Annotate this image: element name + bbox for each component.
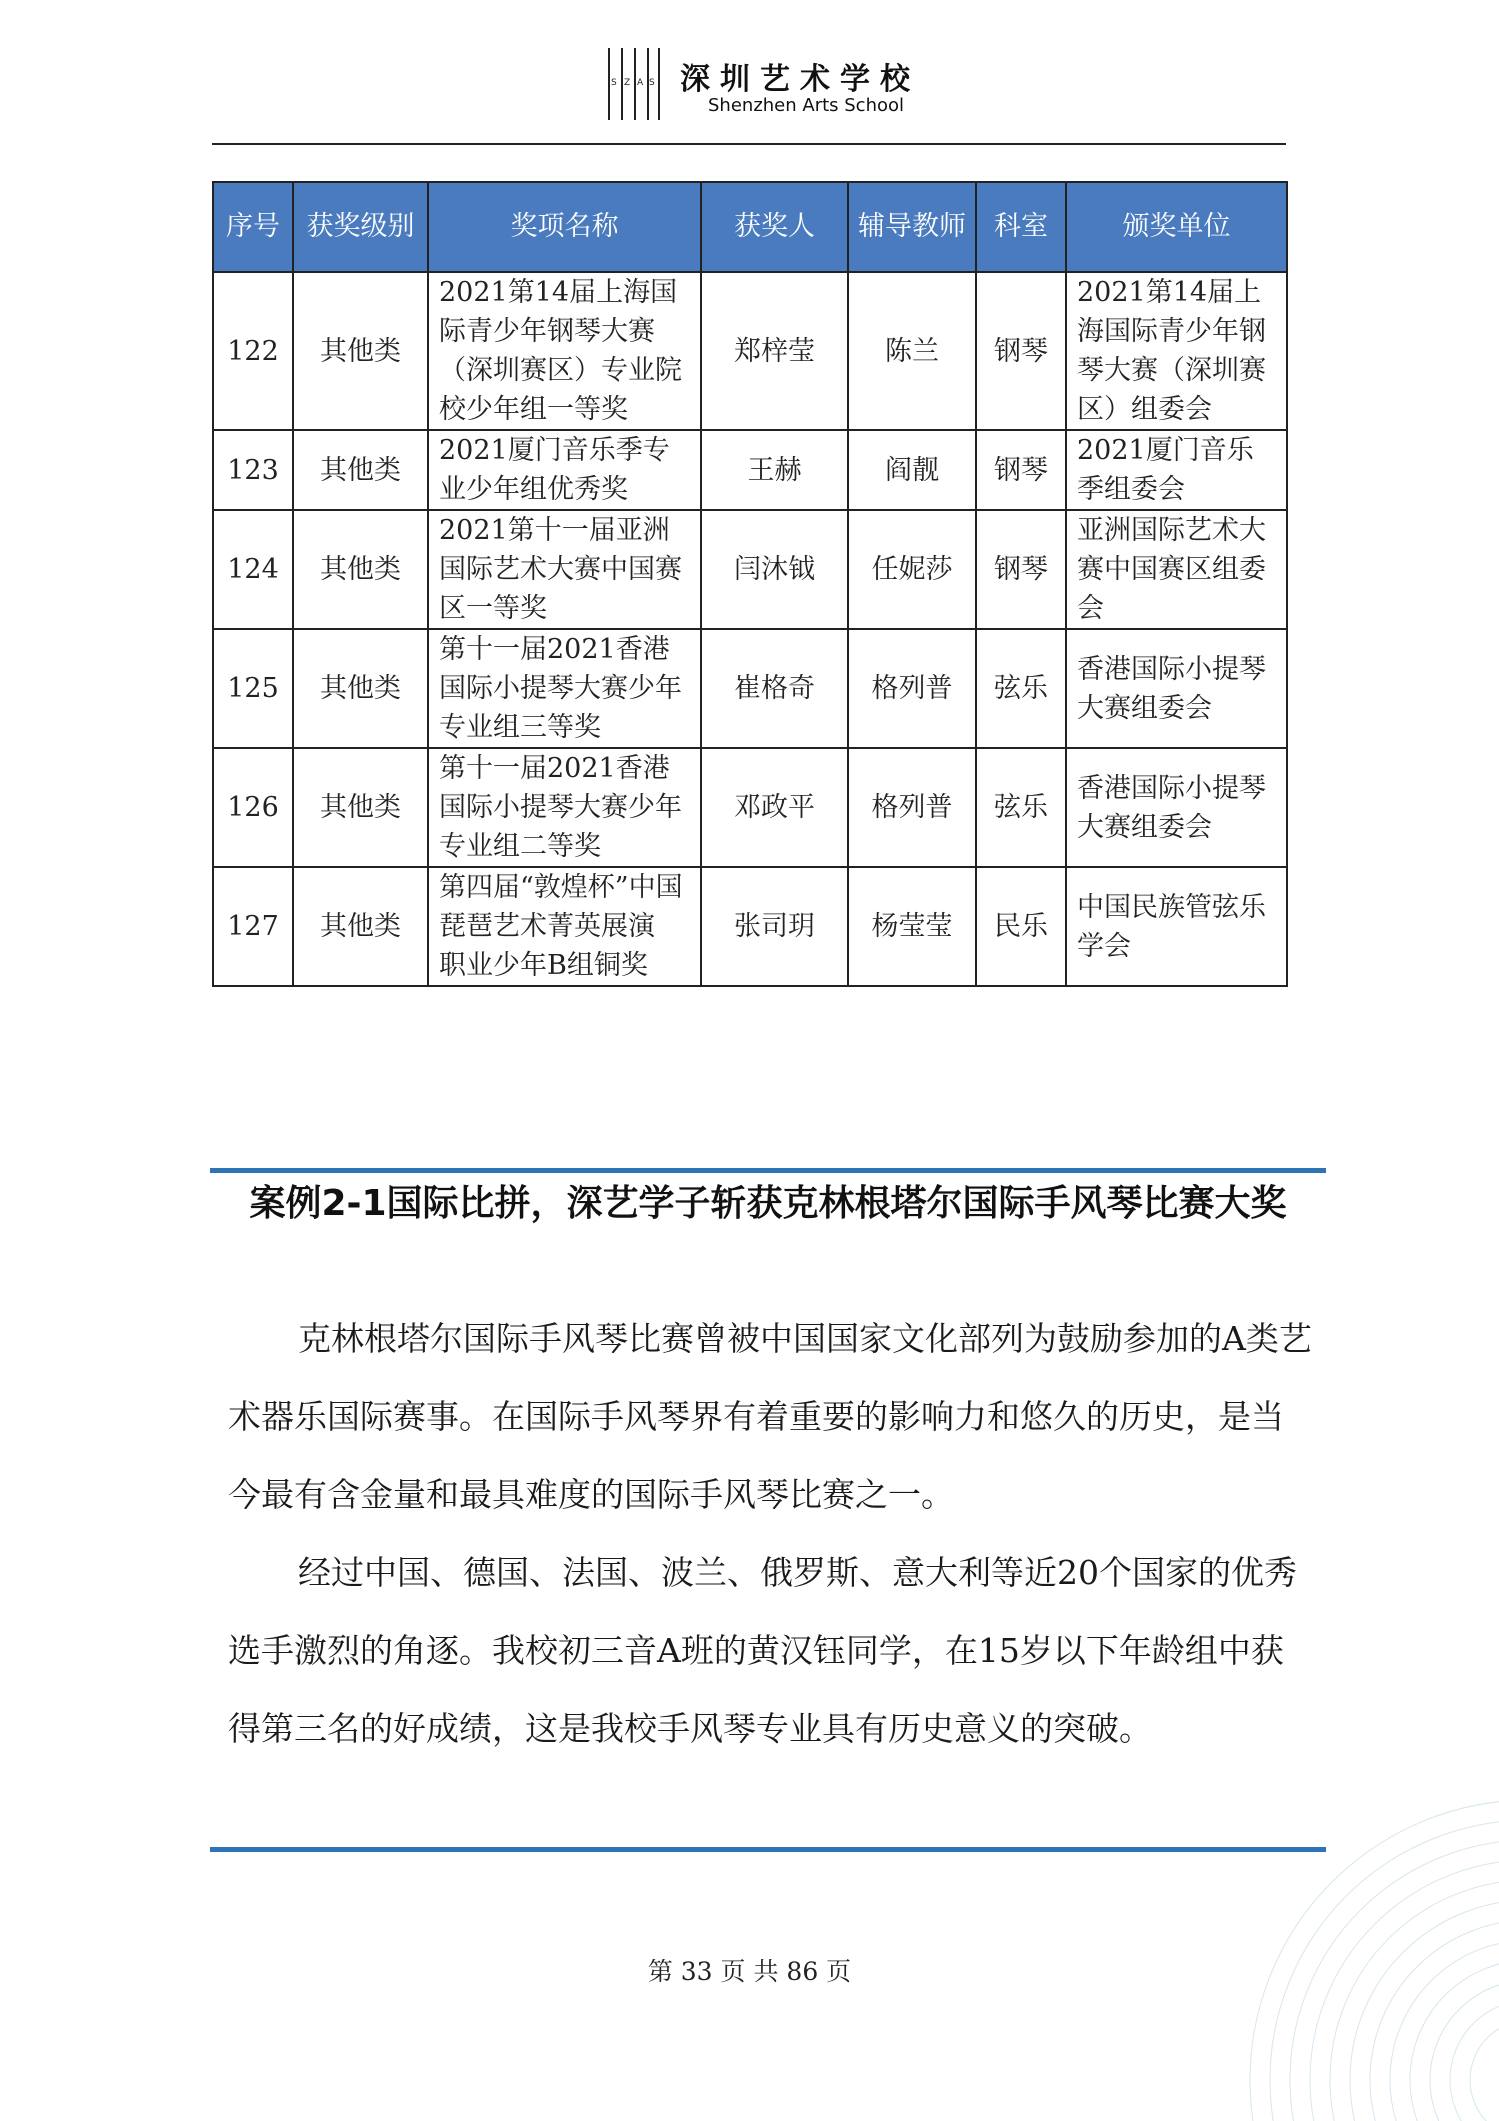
cell-level: 其他类 — [293, 629, 428, 748]
page-number: 第 33 页 共 86 页 — [647, 1957, 852, 1986]
header-winner: 获奖人 — [701, 182, 848, 272]
case-paragraph: 经过中国、德国、法国、波兰、俄罗斯、意大利等近20个国家的优秀选手激烈的角逐。我校初三音A班的黄汉钰同学，在15岁以下年龄组中获得第三名的好成绩，这是我校手风琴专业具有历史意义的突破。 — [228, 1553, 1297, 1748]
logo-letter: Z — [624, 78, 631, 88]
header-index: 序号 — [213, 182, 293, 272]
cell-award: 2021第十一届亚洲国际艺术大赛中国赛区一等奖 — [428, 510, 701, 629]
table-row — [213, 272, 1287, 430]
cell-award: 第四届“敦煌杯”中国琵琶艺术菁英展演 职业少年B组铜奖 — [428, 867, 701, 986]
decorative-rings — [1230, 1660, 1499, 2121]
header-teacher: 辅导教师 — [848, 182, 976, 272]
page-header — [0, 40, 1499, 130]
cell-teacher: 格列普 — [848, 629, 976, 748]
logo-letter: S — [611, 78, 617, 88]
cell-level: 其他类 — [293, 272, 428, 430]
cell-index: 125 — [213, 629, 293, 748]
cell-index: 123 — [213, 430, 293, 510]
cell-winner: 邓政平 — [701, 748, 848, 867]
cell-teacher: 陈兰 — [848, 272, 976, 430]
header-award: 奖项名称 — [428, 182, 701, 272]
logo-letter: A — [637, 78, 644, 88]
cell-teacher: 格列普 — [848, 748, 976, 867]
cell-issuer: 香港国际小提琴大赛组委会 — [1066, 629, 1287, 748]
table-row — [213, 867, 1287, 986]
cell-award: 2021厦门音乐季专业少年组优秀奖 — [428, 430, 701, 510]
cell-teacher: 阎靓 — [848, 430, 976, 510]
header-department: 科室 — [976, 182, 1066, 272]
case-title: 案例2-1国际比拼，深艺学子斩获克林根塔尔国际手风琴比赛大奖 — [249, 1183, 1287, 1224]
cell-winner: 王赫 — [701, 430, 848, 510]
cell-winner: 郑梓莹 — [701, 272, 848, 430]
table-row — [213, 629, 1287, 748]
cell-issuer: 2021第14届上海国际青少年钢琴大赛（深圳赛区）组委会 — [1066, 272, 1287, 430]
school-logo — [608, 48, 660, 120]
cell-index: 122 — [213, 272, 293, 430]
table-header-row — [213, 182, 1287, 272]
cell-level: 其他类 — [293, 430, 428, 510]
cell-award: 2021第14届上海国际青少年钢琴大赛（深圳赛区）专业院校少年组一等奖 — [428, 272, 701, 430]
cell-winner: 崔格奇 — [701, 629, 848, 748]
cell-index: 127 — [213, 867, 293, 986]
case-paragraph: 克林根塔尔国际手风琴比赛曾被中国国家文化部列为鼓励参加的A类艺术器乐国际赛事。在国际手风琴界有着重要的影响力和悠久的历史，是当今最有含金量和最具难度的国际手风琴比赛之一。 — [228, 1319, 1312, 1514]
header-divider — [212, 143, 1286, 145]
school-name-en: Shenzhen Arts School — [708, 95, 905, 116]
cell-index: 126 — [213, 748, 293, 867]
cell-award: 第十一届2021香港国际小提琴大赛少年专业组三等奖 — [428, 629, 701, 748]
header-level: 获奖级别 — [293, 182, 428, 272]
cell-department: 钢琴 — [976, 430, 1066, 510]
cell-teacher: 任妮莎 — [848, 510, 976, 629]
cell-issuer: 中国民族管弦乐学会 — [1066, 867, 1287, 986]
cell-department: 钢琴 — [976, 272, 1066, 430]
table-row — [213, 748, 1287, 867]
table-row — [213, 510, 1287, 629]
cell-level: 其他类 — [293, 867, 428, 986]
cell-level: 其他类 — [293, 510, 428, 629]
cell-issuer: 香港国际小提琴大赛组委会 — [1066, 748, 1287, 867]
cell-issuer: 2021厦门音乐季组委会 — [1066, 430, 1287, 510]
cell-award: 第十一届2021香港国际小提琴大赛少年专业组二等奖 — [428, 748, 701, 867]
case-bottom-divider — [210, 1847, 1326, 1852]
cell-level: 其他类 — [293, 748, 428, 867]
cell-winner: 张司玥 — [701, 867, 848, 986]
cell-department: 弦乐 — [976, 748, 1066, 867]
cell-issuer: 亚洲国际艺术大赛中国赛区组委会 — [1066, 510, 1287, 629]
school-name-cn: 深圳艺术学校 — [680, 62, 920, 97]
cell-department: 弦乐 — [976, 629, 1066, 748]
cell-department: 钢琴 — [976, 510, 1066, 629]
header-issuer: 颁奖单位 — [1066, 182, 1287, 272]
cell-winner: 闫沐钺 — [701, 510, 848, 629]
cell-teacher: 杨莹莹 — [848, 867, 976, 986]
cell-department: 民乐 — [976, 867, 1066, 986]
cell-index: 124 — [213, 510, 293, 629]
logo-letter: S — [649, 78, 655, 88]
table-row — [213, 430, 1287, 510]
awards-table — [212, 181, 1288, 987]
case-top-divider — [210, 1168, 1326, 1173]
